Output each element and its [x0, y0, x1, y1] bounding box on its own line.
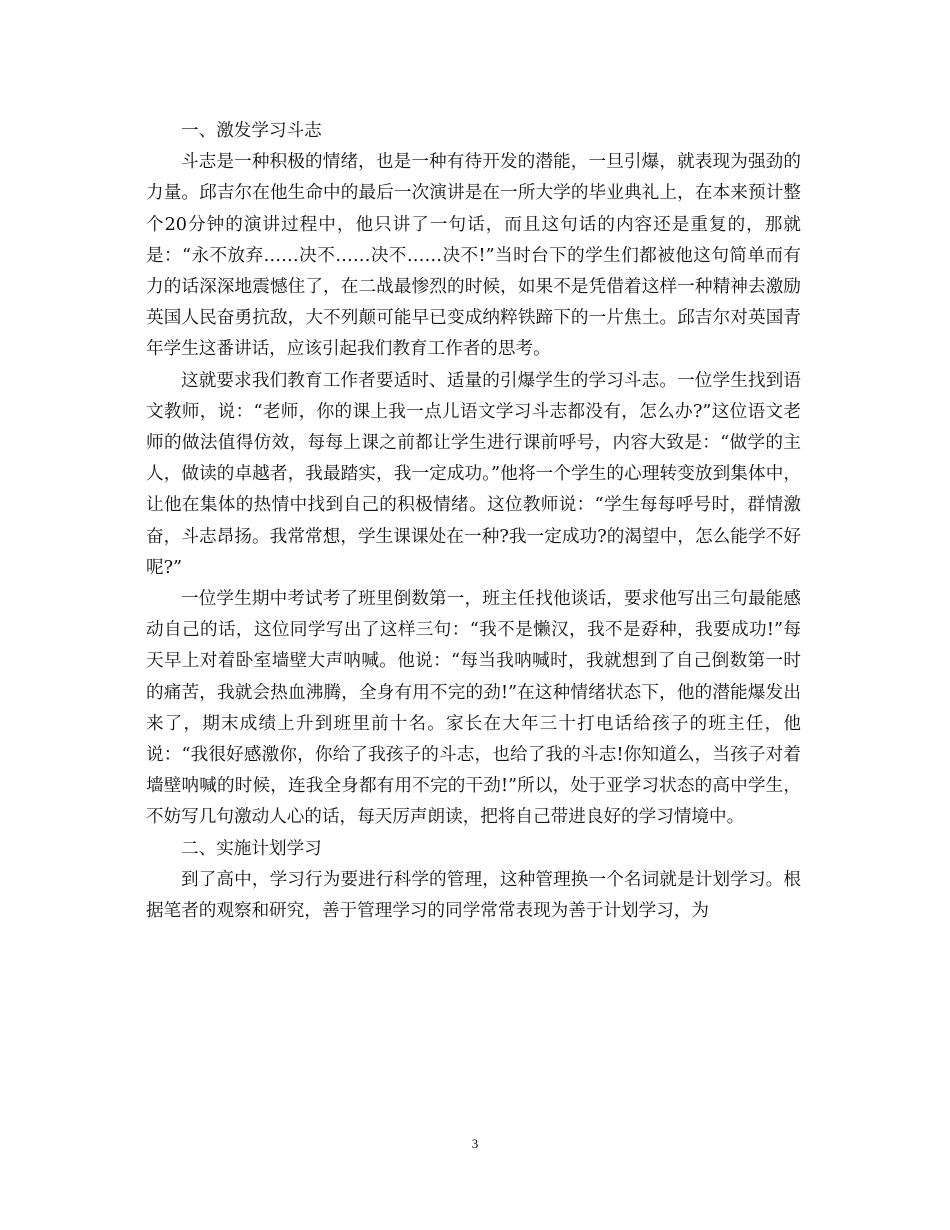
page-number: 3	[471, 1136, 479, 1151]
paragraph-1: 斗志是一种积极的情绪，也是一种有待开发的潜能，一旦引爆，就表现为强劲的力量。邱吉尔在他生命中的最后一次演讲是在一所大学的毕业典礼上，在本来预计整个20分钟的演讲过程中，他只讲了一句话，而且这句话的内容还是重复的，那就是：“永不放弃……决不……决不……决不!”当时台下的学生们都被他这句简单而有力的话深深地震憾住了，在二战最惨烈的时候，如果不是凭借着这样一种精神去激励英国人民奋勇抗敌，大不列颠可能早已变成纳粹铁蹄下的一片焦土。邱吉尔对英国青年学生这番讲话，应该引起我们教育工作者的思考。	[146, 152, 801, 360]
document-body	[146, 116, 801, 927]
paragraph-2: 这就要求我们教育工作者要适时、适量的引爆学生的学习斗志。一位学生找到语文教师，说：“老师，你的课上我一点儿语文学习斗志都没有，怎么办?”这位语文老师的做法值得仿效，每每上课之前都让学生进行课前呼号，内容大致是：“做学的主人，做读的卓越者，我最踏实，我一定成功。”他将一个学生的心理转变放到集体中，让他在集体的热情中找到自己的积极情绪。这位教师说：“学生每每呼号时，群情激奋，斗志昂扬。我常常想，学生课课处在一种?我一定成功?的渴望中，怎么能学不好呢?”	[146, 370, 801, 578]
paragraph-4: 到了高中，学习行为要进行科学的管理，这种管理换一个名词就是计划学习。根据笔者的观察和研究，善于管理学习的同学常常表现为善于计划学习，为	[146, 869, 801, 922]
section-heading-2: 二、实施计划学习	[181, 838, 322, 859]
section-heading-1: 一、激发学习斗志	[181, 121, 322, 141]
paragraph-3: 一位学生期中考试考了班里倒数第一，班主任找他谈话，要求他写出三句最能感动自己的话，这位同学写出了这样三句：“我不是懒汉，我不是孬种，我要成功!”每天早上对着卧室墙壁大声呐喊。他说：“每当我呐喊时，我就想到了自己倒数第一时的痛苦，我就会热血沸腾，全身有用不完的劲!”在这种情绪状态下，他的潜能爆发出来了，期末成绩上升到班里前十名。家长在大年三十打电话给孩子的班主任，他说：“我很好感激你，你给了我孩子的斗志，也给了我的斗志!你知道么，当孩子对着墙壁呐喊的时候，连我全身都有用不完的干劲!”所以，处于亚学习状态的高中学生，不妨写几句激动人心的话，每天厉声朗读，把将自己带进良好的学习情境中。	[146, 589, 801, 828]
